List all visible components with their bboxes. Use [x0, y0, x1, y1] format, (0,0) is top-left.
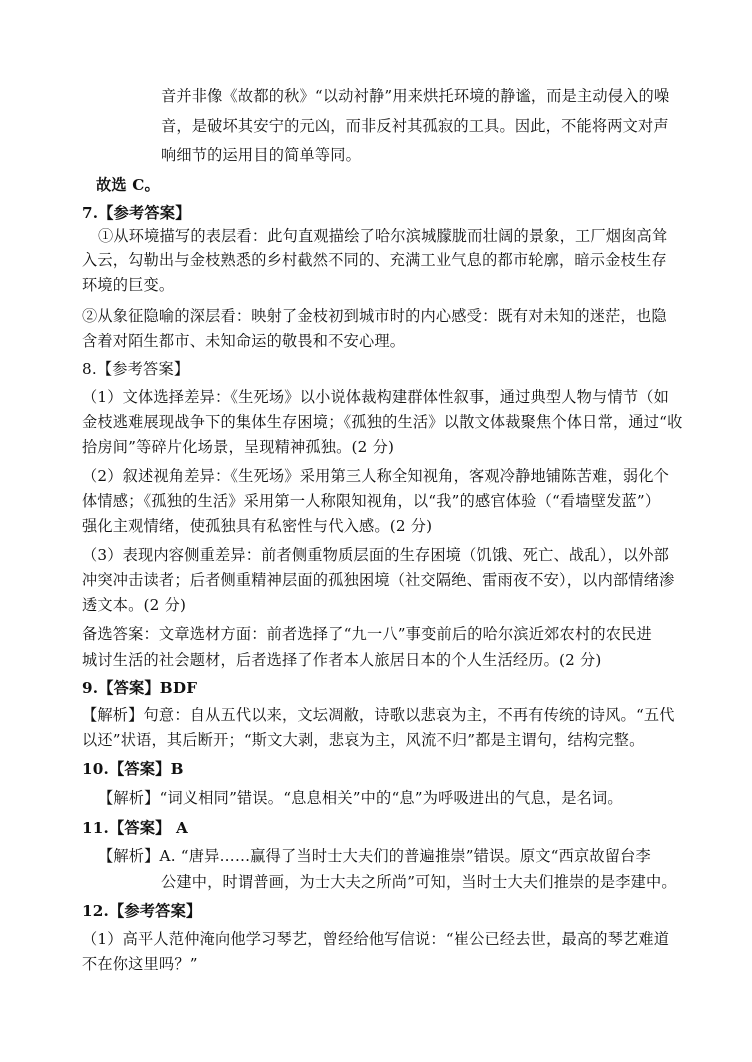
text-line: （3）表现内容侧重差异：前者侧重物质层面的生存困境（饥饿、死亡、战乱），以外部 — [82, 546, 669, 564]
text-line: 体情感；《孤独的生活》采用第一人称限知视角，以“我”的感官体验（“看墙壁发蓝”） — [82, 492, 661, 510]
question-heading: 7.【参考答案】 — [82, 204, 191, 222]
text-line: 【解析】句意：自从五代以来，文坛凋敝，诗歌以悲哀为主，不再有传统的诗风。“五代 — [82, 706, 675, 724]
text-line: 响细节的运用目的简单等同。 — [161, 146, 362, 164]
question-heading: 11.【答案】 A — [82, 819, 189, 837]
text-line: 金枝逃难展现战争下的集体生存困境；《孤独的生活》以散文体裁聚焦个体日常，通过“收 — [82, 413, 683, 431]
text-line: 城讨生活的社会题材，后者选择了作者本人旅居日本的个人生活经历。(2 分) — [82, 651, 602, 669]
text-line: 透文本。(2 分) — [82, 596, 187, 614]
question-heading: 9.【答案】BDF — [82, 679, 198, 697]
text-line: 冲突冲击读者；后者侧重精神层面的孤独困境（社交隔绝、雷雨夜不安），以内部情绪渗 — [82, 571, 675, 589]
text-line: 拾房间”等碎片化场景，呈现精神孤独。(2 分) — [82, 438, 395, 456]
text-line: 以还”状语，其后断开；“斯文大剥，悲哀为主，风流不归”都是主谓句，结构完整。 — [82, 731, 645, 749]
text-line: 音，是破坏其安宁的元凶，而非反衬其孤寂的工具。因此，不能将两文对声 — [161, 117, 669, 135]
text-line: （2）叙述视角差异：《生死场》采用第三人称全知视角，客观冷静地铺陈苦难，弱化个 — [82, 467, 669, 485]
text-line: ②从象征隐喻的深层看：映射了金枝初到城市时的内心感受：既有对未知的迷茫，也隐 — [82, 307, 667, 325]
text-line: 环境的巨变。 — [82, 276, 175, 294]
answer-choice: 故选 C。 — [96, 176, 160, 194]
text-line: 音并非像《故都的秋》“以动衬静”用来烘托环境的静谧，而是主动侵入的噪 — [161, 87, 670, 105]
text-line: 备选答案：文章选材方面：前者选择了“九一八”事变前后的哈尔滨近郊农村的农民进 — [82, 625, 652, 643]
text-line: 含着对陌生都市、未知命运的敬畏和不安心理。 — [82, 332, 406, 350]
text-line: 不在你这里吗？” — [82, 955, 198, 973]
text-line: 强化主观情绪，使孤独具有私密性与代入感。(2 分) — [82, 517, 433, 535]
text-line: （1）文体选择差异：《生死场》以小说体裁构建群体性叙事，通过典型人物与情节（如 — [82, 388, 669, 406]
text-line: 【解析】A. “唐异……赢得了当时士大夫们的普遍推崇”错误。原文“西京故留台李 — [98, 847, 651, 865]
question-heading: 8.【参考答案】 — [82, 360, 190, 378]
text-line: 入云，勾勒出与金枝熟悉的乡村截然不同的、充满工业气息的都市轮廓，暗示金枝生存 — [82, 251, 667, 269]
text-line: 【解析】“词义相同”错误。“息息相关”中的“息”为呼吸进出的气息，是名词。 — [98, 789, 623, 807]
text-line: ①从环境描写的表层看：此句直观描绘了哈尔滨城朦胧而壮阔的景象，工厂烟囱高耸 — [98, 227, 668, 245]
question-heading: 10.【答案】B — [82, 760, 184, 778]
text-line: （1）高平人范仲淹向他学习琴艺，曾经给他写信说：“崔公已经去世，最高的琴艺难道 — [82, 930, 670, 948]
question-heading: 12.【参考答案】 — [82, 902, 202, 920]
text-line: 公建中，时谓普画，为士大夫之所尚”可知，当时士大夫们推崇的是李建中。 — [161, 873, 677, 891]
